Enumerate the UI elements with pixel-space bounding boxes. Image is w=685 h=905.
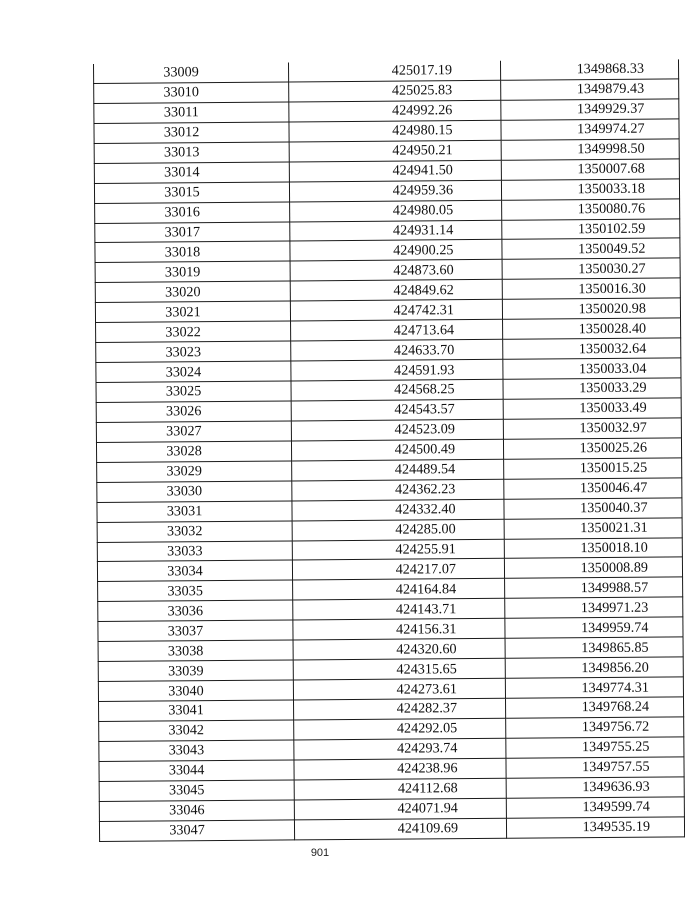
point-id-cell: 33035: [98, 580, 293, 601]
point-id-cell: 33027: [96, 421, 291, 442]
y-coordinate-cell: 1350028.40: [503, 318, 681, 339]
x-coordinate-cell: 424109.69: [294, 818, 506, 840]
point-id-cell: 33033: [97, 540, 292, 561]
y-coordinate-cell: 1350018.10: [504, 537, 682, 558]
point-id-cell: 33011: [94, 102, 289, 123]
x-coordinate-cell: 424293.74: [294, 738, 506, 760]
point-id-cell: 33042: [99, 720, 294, 741]
x-coordinate-cell: 424950.21: [289, 140, 501, 162]
y-coordinate-cell: 1350049.52: [502, 238, 680, 259]
x-coordinate-cell: 424315.65: [293, 658, 505, 680]
x-coordinate-cell: 424292.05: [294, 718, 506, 740]
y-coordinate-cell: 1350020.98: [502, 298, 680, 319]
y-coordinate-cell: 1350102.59: [502, 218, 680, 239]
y-coordinate-cell: 1350015.25: [504, 458, 682, 479]
x-coordinate-cell: 424500.49: [291, 439, 503, 461]
y-coordinate-cell: 1350040.37: [504, 498, 682, 519]
point-id-cell: 33038: [98, 640, 293, 661]
y-coordinate-cell: 1349998.50: [501, 139, 679, 160]
x-coordinate-cell: 424931.14: [290, 220, 502, 242]
y-coordinate-cell: 1350025.26: [503, 438, 681, 459]
coordinates-table: [93, 59, 685, 841]
y-coordinate-cell: 1349865.85: [505, 637, 683, 658]
x-coordinate-cell: 424980.05: [290, 200, 502, 222]
x-coordinate-cell: 424156.31: [293, 619, 505, 641]
point-id-cell: 33044: [99, 760, 294, 781]
y-coordinate-cell: 1350046.47: [504, 478, 682, 499]
point-id-cell: 33019: [95, 261, 290, 282]
point-id-cell: 33013: [94, 142, 289, 163]
y-coordinate-cell: 1349959.74: [505, 617, 683, 638]
x-coordinate-cell: 425017.19: [288, 61, 500, 82]
x-coordinate-cell: 424742.31: [290, 300, 502, 322]
y-coordinate-cell: 1349768.24: [505, 697, 683, 718]
point-id-cell: 33045: [99, 780, 294, 801]
y-coordinate-cell: 1349868.33: [500, 59, 678, 80]
point-id-cell: 33026: [96, 401, 291, 422]
x-coordinate-cell: 424071.94: [294, 798, 506, 820]
y-coordinate-cell: 1350033.29: [503, 378, 681, 399]
y-coordinate-cell: 1349971.23: [505, 597, 683, 618]
y-coordinate-cell: 1349755.25: [506, 737, 684, 758]
x-coordinate-cell: 424320.60: [293, 638, 505, 660]
point-id-cell: 33041: [99, 700, 294, 721]
x-coordinate-cell: 424255.91: [292, 539, 504, 561]
y-coordinate-cell: 1349879.43: [501, 79, 679, 100]
x-coordinate-cell: 424873.60: [290, 260, 502, 282]
x-coordinate-cell: 424941.50: [289, 160, 501, 182]
x-coordinate-cell: 424112.68: [294, 778, 506, 800]
point-id-cell: 33022: [96, 321, 291, 342]
y-coordinate-cell: 1350007.68: [501, 159, 679, 180]
point-id-cell: 33021: [95, 301, 290, 322]
point-id-cell: 33032: [97, 521, 292, 542]
y-coordinate-cell: 1350016.30: [502, 278, 680, 299]
point-id-cell: 33047: [99, 820, 294, 841]
point-id-cell: 33031: [97, 501, 292, 522]
x-coordinate-cell: 424489.54: [292, 459, 504, 481]
y-coordinate-cell: 1350080.76: [502, 198, 680, 219]
x-coordinate-cell: 424992.26: [289, 100, 501, 122]
y-coordinate-cell: 1349636.93: [506, 777, 684, 798]
x-coordinate-cell: 424238.96: [294, 758, 506, 780]
point-id-cell: 33039: [98, 660, 293, 681]
point-id-cell: 33029: [97, 461, 292, 482]
point-id-cell: 33018: [95, 241, 290, 262]
y-coordinate-cell: 1350033.18: [501, 179, 679, 200]
point-id-cell: 33016: [95, 202, 290, 223]
point-id-cell: 33030: [97, 481, 292, 502]
y-coordinate-cell: 1349974.27: [501, 119, 679, 140]
page-number: 901: [310, 847, 330, 859]
y-coordinate-cell: 1350033.49: [503, 398, 681, 419]
y-coordinate-cell: 1350021.31: [504, 517, 682, 538]
point-id-cell: 33017: [95, 221, 290, 242]
point-id-cell: 33046: [99, 800, 294, 821]
point-id-cell: 33025: [96, 381, 291, 402]
x-coordinate-cell: 424849.62: [290, 280, 502, 302]
x-coordinate-cell: 424713.64: [291, 319, 503, 341]
table-row: [99, 817, 684, 842]
x-coordinate-cell: 424282.37: [294, 698, 506, 720]
x-coordinate-cell: 424143.71: [293, 599, 505, 621]
point-id-cell: 33010: [94, 82, 289, 103]
point-id-cell: 33034: [97, 560, 292, 581]
x-coordinate-cell: 424217.07: [292, 559, 504, 581]
x-coordinate-cell: 424543.57: [291, 399, 503, 421]
y-coordinate-cell: 1349756.72: [506, 717, 684, 738]
y-coordinate-cell: 1349774.31: [505, 677, 683, 698]
x-coordinate-cell: 424332.40: [292, 499, 504, 521]
point-id-cell: 33037: [98, 620, 293, 641]
coordinates-table-body: [93, 59, 684, 841]
point-id-cell: 33024: [96, 361, 291, 382]
point-id-cell: 33014: [94, 162, 289, 183]
x-coordinate-cell: 424164.84: [293, 579, 505, 601]
x-coordinate-cell: 424900.25: [290, 240, 502, 262]
x-coordinate-cell: 424633.70: [291, 339, 503, 361]
y-coordinate-cell: 1350033.04: [503, 358, 681, 379]
point-id-cell: 33015: [94, 182, 289, 203]
x-coordinate-cell: 424362.23: [292, 479, 504, 501]
y-coordinate-cell: 1349757.55: [506, 757, 684, 778]
point-id-cell: 33023: [96, 341, 291, 362]
y-coordinate-cell: 1350032.64: [503, 338, 681, 359]
y-coordinate-cell: 1349599.74: [506, 797, 684, 818]
point-id-cell: 33012: [94, 122, 289, 143]
point-id-cell: 33036: [98, 600, 293, 621]
y-coordinate-cell: 1350008.89: [504, 557, 682, 578]
coordinates-table-container: [93, 60, 651, 841]
point-id-cell: 33043: [99, 740, 294, 761]
x-coordinate-cell: 424959.36: [289, 180, 501, 202]
y-coordinate-cell: 1349535.19: [506, 817, 684, 838]
x-coordinate-cell: 424591.93: [291, 359, 503, 381]
y-coordinate-cell: 1349929.37: [501, 99, 679, 120]
point-id-cell: 33009: [93, 62, 288, 83]
y-coordinate-cell: 1350032.97: [503, 418, 681, 439]
x-coordinate-cell: 424523.09: [291, 419, 503, 441]
x-coordinate-cell: 424273.61: [293, 678, 505, 700]
x-coordinate-cell: 424980.15: [289, 120, 501, 142]
y-coordinate-cell: 1350030.27: [502, 258, 680, 279]
y-coordinate-cell: 1349856.20: [505, 657, 683, 678]
point-id-cell: 33040: [98, 680, 293, 701]
x-coordinate-cell: 424568.25: [291, 379, 503, 401]
point-id-cell: 33028: [96, 441, 291, 462]
y-coordinate-cell: 1349988.57: [505, 577, 683, 598]
x-coordinate-cell: 425025.83: [289, 80, 501, 102]
point-id-cell: 33020: [95, 281, 290, 302]
x-coordinate-cell: 424285.00: [292, 519, 504, 541]
